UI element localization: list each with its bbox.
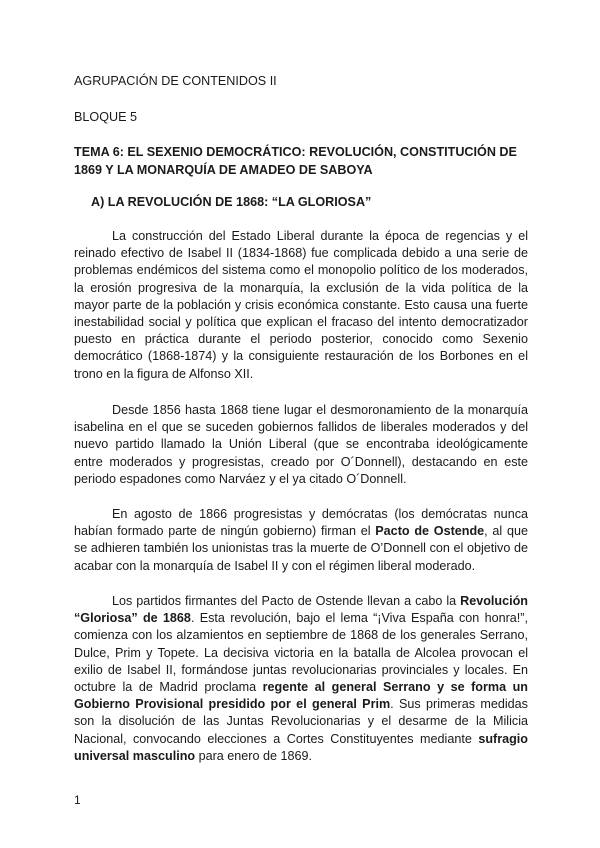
text-run: , al que se adhieren también los unionistas tras la muerte de O’Donnell con el objetivo de acabar con la monarquía de Isabel II y con el régimen liberal moderado.: [74, 524, 528, 573]
bold-term: sufragio universal masculino: [74, 731, 528, 763]
bold-term: Revolución “Gloriosa” de 1868: [74, 594, 528, 626]
bold-term: Pacto de Ostende: [375, 524, 485, 539]
paragraph-intro: [74, 228, 528, 383]
section-title: A) LA REVOLUCIÓN DE 1868: “LA GLORIOSA”: [91, 195, 372, 209]
paragraph-text: Desde 1856 hasta 1868 tiene lugar el desmoronamiento de la monarquía isabelina en el que se suceden gobiernos fallidos de liberales moderados y del nuevo partido llamado la Unión Liberal (que se encontraba ideológicamente entre moderados y progresistas, creado por O´Donnell), destacando en este periodo espadones como Narváez y el ya citado O´Donnell.: [74, 403, 528, 486]
text-run: para enero de 1869.: [195, 748, 313, 763]
text-run: Los partidos firmantes del Pacto de Ostende llevan a cabo la: [112, 594, 461, 608]
paragraph-revolution: [74, 593, 528, 765]
paragraph-ostende: [74, 506, 528, 575]
topic-title: TEMA 6: EL SEXENIO DEMOCRÁTICO: REVOLUCIÓN, CONSTITUCIÓN DE 1869 Y LA MONARQUÍA DE AMADEO DE SABOYA: [74, 145, 517, 177]
bold-term: regente al general Serrano y se forma un Gobierno Provisional presidido por el general Prim: [74, 680, 528, 712]
paragraph-text: La construcción del Estado Liberal durante la época de regencias y el reinado efectivo de Isabel II (1834-1868) fue complicada debido a una serie de problemas endémicos del sistema como el monopolio político de los moderados, la erosión progresiva de la monarquía, la exclusión de la vida política de la mayor parte de la población y crisis económica constante. Esto causa una fuerte inestabilidad social y política que explican el fracaso del intento democratizador puesto en práctica durante el periodo posterior, conocido como Sexenio democrático (1868-1874) y la consiguiente restauración de los Borbones en el trono en la figura de Alfonso XII.: [74, 229, 528, 381]
group-heading: AGRUPACIÓN DE CONTENIDOS II: [74, 74, 277, 88]
paragraph-text: [74, 593, 528, 765]
text-run: . Sus primeras medidas son la disolución de las Juntas Revolucionarias y el desarme de la Milicia Nacional, convocando elecciones a Cortes Constituyentes mediante: [74, 697, 528, 746]
paragraph-monarchy-collapse: [74, 402, 528, 488]
page-number: 1: [74, 793, 81, 807]
paragraph-text: [74, 506, 528, 575]
text-run: . Esta revolución, bajo el lema “¡Viva España con honra!”, comienza con los alzamientos en septiembre de 1868 de los generales Serrano, Dulce, Prim y Topete. La decisiva victoria en la batalla de Alcolea provocan el exilio de Isabel II, formándose juntas revolucionarias provinciales y locales. En octubre la de Madrid proclama: [74, 611, 528, 695]
block-heading: BLOQUE 5: [74, 110, 137, 124]
text-run: En agosto de 1866 progresistas y demócratas (los demócratas nunca habían formado parte de ningún gobierno) firman el: [74, 507, 528, 539]
